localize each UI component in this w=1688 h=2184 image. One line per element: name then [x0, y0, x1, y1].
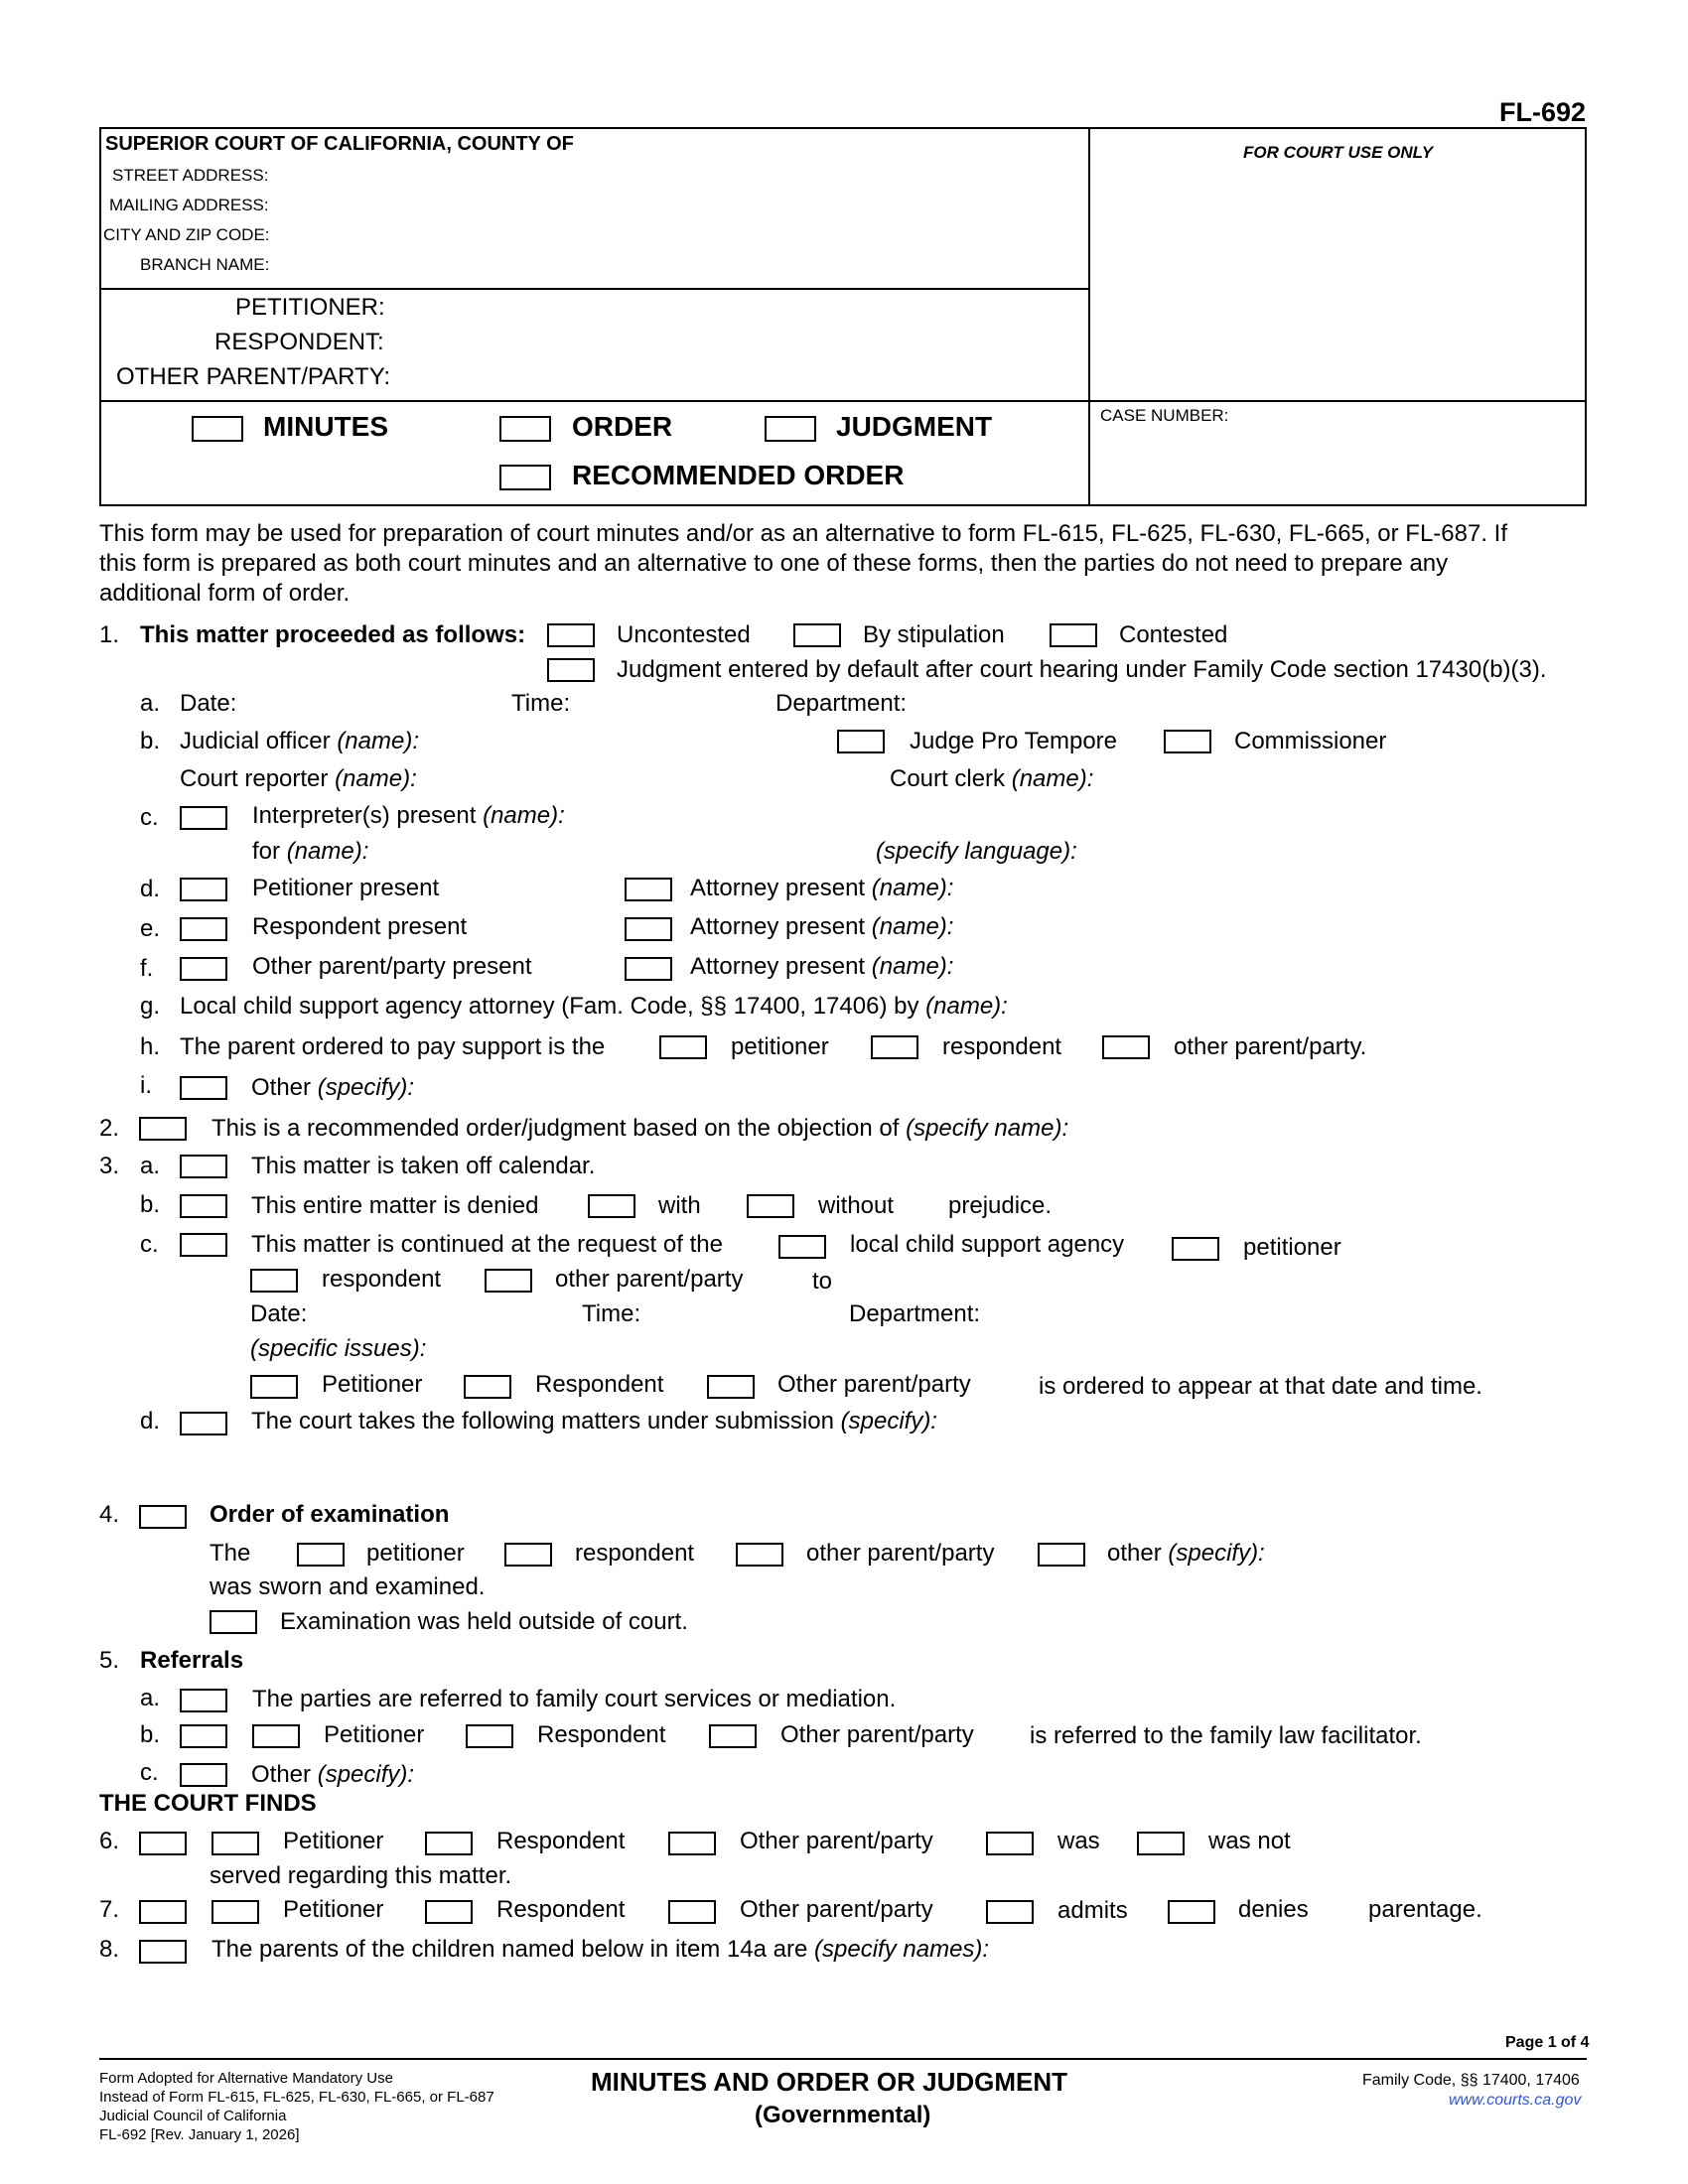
- lcsa-label: [180, 993, 1008, 1021]
- payor-respondent-checkbox[interactable]: [871, 1035, 918, 1059]
- name-hint: (name):: [286, 838, 369, 865]
- exam-other-checkbox[interactable]: [1038, 1543, 1085, 1567]
- interpreter-for-label: [252, 838, 368, 866]
- item5a-letter: a.: [140, 1685, 161, 1711]
- appear-respondent-checkbox[interactable]: [464, 1375, 511, 1399]
- denies-label: denies: [1238, 1896, 1309, 1923]
- case-number-label: CASE NUMBER:: [1100, 406, 1229, 425]
- item5-title: Referrals: [140, 1647, 244, 1674]
- recommended-order-label: RECOMMENDED ORDER: [572, 460, 905, 490]
- attorney-text: Attorney present: [690, 913, 866, 940]
- denies-checkbox[interactable]: [1168, 1900, 1215, 1924]
- name-hint: (name):: [483, 802, 565, 829]
- other-present-checkbox[interactable]: [180, 957, 227, 981]
- judgment-checkbox[interactable]: [765, 416, 816, 442]
- commissioner-checkbox[interactable]: [1164, 730, 1211, 753]
- name-hint: (name):: [1011, 765, 1094, 792]
- other-attorney-checkbox[interactable]: [625, 957, 672, 981]
- exam-petitioner-checkbox[interactable]: [297, 1543, 345, 1567]
- facilitator-respondent-label: Respondent: [537, 1721, 666, 1748]
- continued-checkbox[interactable]: [180, 1233, 227, 1257]
- for-text: for: [252, 838, 281, 865]
- appear-other-checkbox[interactable]: [707, 1375, 755, 1399]
- served-respondent-checkbox[interactable]: [425, 1832, 473, 1855]
- referral-other-checkbox[interactable]: [180, 1763, 227, 1787]
- court-finds-heading: THE COURT FINDS: [99, 1790, 317, 1817]
- referral-other-label: [251, 1761, 414, 1789]
- name-hint: (name):: [871, 953, 954, 980]
- default-judgment-checkbox[interactable]: [547, 658, 595, 682]
- item2-label: [211, 1115, 1068, 1143]
- was-served-checkbox[interactable]: [986, 1832, 1034, 1855]
- appear-respondent-label: Respondent: [535, 1371, 664, 1398]
- order-checkbox[interactable]: [499, 416, 551, 442]
- item1d-letter: d.: [140, 876, 161, 902]
- petitioner-present-label: Petitioner present: [252, 875, 440, 901]
- item1c-letter: c.: [140, 804, 159, 831]
- outside-court-label: Examination was held outside of court.: [280, 1608, 688, 1635]
- intro-line-3: additional form of order.: [99, 580, 351, 607]
- judgment-label: JUDGMENT: [836, 411, 993, 442]
- petitioner-label: PETITIONER:: [235, 294, 385, 321]
- specific-issues-label: (specific issues):: [250, 1335, 427, 1362]
- item1b-letter: b.: [140, 728, 161, 754]
- parentage-label: parentage.: [1368, 1896, 1482, 1923]
- submission-checkbox[interactable]: [180, 1412, 227, 1435]
- specify-hint: (specify):: [1168, 1540, 1265, 1567]
- petitioner-attorney-label: [690, 875, 953, 902]
- footer-council: Judicial Council of California: [99, 2108, 287, 2124]
- item4-checkbox[interactable]: [139, 1505, 187, 1529]
- page-number: Page 1 of 4: [1505, 2034, 1590, 2051]
- item1f-letter: f.: [140, 955, 154, 982]
- interpreter-text: Interpreter(s) present: [252, 802, 477, 829]
- name-hint: (name):: [335, 765, 417, 792]
- item1-other-checkbox[interactable]: [180, 1076, 227, 1100]
- served-petitioner-checkbox[interactable]: [211, 1832, 259, 1855]
- item8-label: [211, 1936, 989, 1964]
- was-not-served-checkbox[interactable]: [1137, 1832, 1185, 1855]
- respondent-attorney-checkbox[interactable]: [625, 917, 672, 941]
- continued-respondent-label: respondent: [322, 1266, 442, 1293]
- parentage-respondent-checkbox[interactable]: [425, 1900, 473, 1924]
- uncontested-checkbox[interactable]: [547, 623, 595, 647]
- respondent-label: RESPONDENT:: [214, 329, 384, 355]
- with-label: with: [658, 1192, 701, 1219]
- footer-rule: [99, 2058, 1587, 2060]
- default-judgment-label: Judgment entered by default after court hearing under Family Code section 17430(b)(3).: [617, 656, 1547, 683]
- footer-revision: FL-692 [Rev. January 1, 2026]: [99, 2126, 300, 2143]
- contested-checkbox[interactable]: [1050, 623, 1097, 647]
- date-label: Date:: [180, 690, 237, 717]
- stipulation-label: By stipulation: [863, 621, 1005, 648]
- item8-number: 8.: [99, 1936, 120, 1963]
- item3d-letter: d.: [140, 1408, 161, 1434]
- payor-respondent-label: respondent: [942, 1033, 1062, 1060]
- exam-other-party-label: other parent/party: [806, 1540, 995, 1567]
- court-clerk-text: Court clerk: [890, 765, 1006, 792]
- exam-respondent-label: respondent: [575, 1540, 695, 1567]
- continued-lcsa-checkbox[interactable]: [778, 1235, 826, 1259]
- sworn-label: was sworn and examined.: [210, 1573, 486, 1600]
- continued-label: This matter is continued at the request of the: [251, 1231, 723, 1258]
- other-attorney-label: [690, 953, 953, 981]
- item1-title: This matter proceeded as follows:: [140, 621, 526, 648]
- pro-tem-label: Judge Pro Tempore: [910, 728, 1118, 754]
- header-line-1: [99, 288, 1090, 290]
- other-present-label: Other parent/party present: [252, 953, 532, 980]
- item2-checkbox[interactable]: [139, 1117, 187, 1141]
- examination-the: The: [210, 1540, 251, 1567]
- payor-petitioner-checkbox[interactable]: [659, 1035, 707, 1059]
- item6-number: 6.: [99, 1828, 120, 1854]
- petitioner-attorney-checkbox[interactable]: [625, 878, 672, 901]
- header-divider: [1088, 127, 1090, 506]
- was-not-label: was not: [1208, 1828, 1291, 1854]
- parent-ordered-label: The parent ordered to pay support is the: [180, 1033, 606, 1060]
- specify-hint: (specify):: [840, 1408, 937, 1434]
- continued-date-label: Date:: [250, 1300, 308, 1327]
- respondent-attorney-label: [690, 913, 953, 941]
- off-calendar-label: This matter is taken off calendar.: [251, 1153, 596, 1179]
- street-address-label: STREET ADDRESS:: [112, 166, 269, 185]
- item5b-letter: b.: [140, 1721, 161, 1748]
- item1h-letter: h.: [140, 1033, 161, 1060]
- lcsa-text: Local child support agency attorney (Fam. Code, §§ 17400, 17406) by: [180, 993, 919, 1020]
- branch-name-label: BRANCH NAME:: [140, 255, 270, 274]
- minutes-label: MINUTES: [263, 411, 388, 442]
- served-respondent-label: Respondent: [496, 1828, 626, 1854]
- submission-label: [251, 1408, 937, 1435]
- payor-petitioner-label: petitioner: [731, 1033, 829, 1060]
- item2-number: 2.: [99, 1115, 120, 1142]
- continued-petitioner-checkbox[interactable]: [1172, 1237, 1219, 1261]
- parentage-other-label: Other parent/party: [740, 1896, 933, 1923]
- admits-label: admits: [1057, 1897, 1128, 1924]
- court-clerk-label: [890, 765, 1093, 793]
- served-other-label: Other parent/party: [740, 1828, 933, 1854]
- appear-petitioner-label: Petitioner: [322, 1371, 423, 1398]
- continued-respondent-checkbox[interactable]: [250, 1269, 298, 1293]
- intro-line-1: This form may be used for preparation of court minutes and/or as an alternative to form FL-615, FL-625, FL-630, FL-665, or FL-687. If: [99, 520, 1508, 547]
- parentage-respondent-label: Respondent: [496, 1896, 626, 1923]
- exam-petitioner-label: petitioner: [366, 1540, 465, 1567]
- respondent-present-checkbox[interactable]: [180, 917, 227, 941]
- item5-number: 5.: [99, 1647, 120, 1674]
- appear-text: is ordered to appear at that date and time.: [1039, 1373, 1482, 1400]
- other-text: other: [1107, 1540, 1162, 1567]
- item1-number: 1.: [99, 621, 120, 648]
- with-prejudice-checkbox[interactable]: [588, 1194, 635, 1218]
- outside-court-checkbox[interactable]: [210, 1610, 257, 1634]
- continued-petitioner-label: petitioner: [1243, 1234, 1341, 1261]
- pro-tem-checkbox[interactable]: [837, 730, 885, 753]
- stipulation-checkbox[interactable]: [793, 623, 841, 647]
- name-hint: (name):: [871, 875, 954, 901]
- item8-checkbox[interactable]: [139, 1940, 187, 1964]
- mediation-label: The parties are referred to family court services or mediation.: [252, 1686, 897, 1712]
- interpreter-label: [252, 802, 565, 830]
- denied-checkbox[interactable]: [180, 1194, 227, 1218]
- respondent-present-label: Respondent present: [252, 913, 468, 940]
- order-label: ORDER: [572, 411, 673, 442]
- item1g-letter: g.: [140, 993, 161, 1020]
- served-text: served regarding this matter.: [210, 1862, 512, 1889]
- interpreter-checkbox[interactable]: [180, 806, 227, 830]
- parentage-petitioner-checkbox[interactable]: [211, 1900, 259, 1924]
- item1e-letter: e.: [140, 915, 161, 942]
- appear-petitioner-checkbox[interactable]: [250, 1375, 298, 1399]
- specify-hint: (specify):: [317, 1761, 415, 1788]
- denied-label: This entire matter is denied: [251, 1192, 539, 1219]
- continued-department-label: Department:: [849, 1300, 981, 1327]
- item3c-letter: c.: [140, 1231, 159, 1258]
- continued-lcsa-label: local child support agency: [850, 1231, 1125, 1258]
- was-label: was: [1057, 1828, 1100, 1854]
- item2-text: This is a recommended order/judgment based on the objection of: [211, 1115, 900, 1142]
- intro-line-2: this form is prepared as both court minutes and an alternative to one of these forms, then the parties do not need to prepare any: [99, 550, 1449, 577]
- city-zip-label: CITY AND ZIP CODE:: [103, 225, 270, 244]
- facilitator-other-checkbox[interactable]: [709, 1724, 757, 1748]
- parentage-other-checkbox[interactable]: [668, 1900, 716, 1924]
- footer-code: Family Code, §§ 17400, 17406: [1362, 2072, 1580, 2089]
- to-label: to: [812, 1268, 833, 1295]
- facilitator-respondent-checkbox[interactable]: [466, 1724, 513, 1748]
- continued-time-label: Time:: [582, 1300, 641, 1327]
- item1a-letter: a.: [140, 690, 161, 717]
- commissioner-label: Commissioner: [1234, 728, 1387, 754]
- continued-other-label: other parent/party: [555, 1266, 744, 1293]
- court-website-link[interactable]: www.courts.ca.gov: [1449, 2092, 1582, 2109]
- item7-checkbox[interactable]: [139, 1900, 187, 1924]
- minutes-checkbox[interactable]: [192, 416, 243, 442]
- appear-other-label: Other parent/party: [777, 1371, 971, 1398]
- item3b-letter: b.: [140, 1191, 161, 1218]
- item6-checkbox[interactable]: [139, 1832, 187, 1855]
- court-reporter-text: Court reporter: [180, 765, 329, 792]
- time-label: Time:: [511, 690, 571, 717]
- item8-text: The parents of the children named below in item 14a are: [211, 1936, 808, 1963]
- petitioner-present-checkbox[interactable]: [180, 878, 227, 901]
- header-line-2: [99, 400, 1587, 402]
- other-text: Other: [251, 1761, 312, 1788]
- without-prejudice-checkbox[interactable]: [747, 1194, 794, 1218]
- other-text: Other: [251, 1074, 312, 1101]
- facilitator-checkbox[interactable]: [180, 1724, 227, 1748]
- facilitator-other-label: Other parent/party: [780, 1721, 974, 1748]
- facilitator-text: is referred to the family law facilitator.: [1030, 1722, 1422, 1749]
- department-label: Department:: [775, 690, 908, 717]
- off-calendar-checkbox[interactable]: [180, 1155, 227, 1178]
- exam-other-party-checkbox[interactable]: [736, 1543, 783, 1567]
- name-hint: (name):: [337, 728, 419, 754]
- language-label: (specify language):: [876, 838, 1077, 865]
- without-label: without: [818, 1192, 895, 1219]
- judicial-officer-text: Judicial officer: [180, 728, 331, 754]
- judicial-officer-label: [180, 728, 419, 755]
- exam-other-label: [1107, 1540, 1265, 1568]
- parentage-petitioner-label: Petitioner: [283, 1896, 384, 1923]
- specify-hint: (specify):: [317, 1074, 415, 1101]
- prejudice-label: prejudice.: [948, 1192, 1053, 1219]
- continued-other-checkbox[interactable]: [485, 1269, 532, 1293]
- exam-respondent-checkbox[interactable]: [504, 1543, 552, 1567]
- uncontested-label: Uncontested: [617, 621, 751, 648]
- attorney-text: Attorney present: [690, 953, 866, 980]
- item7-number: 7.: [99, 1896, 120, 1923]
- court-name: SUPERIOR COURT OF CALIFORNIA, COUNTY OF: [105, 133, 574, 155]
- payor-other-label: other parent/party.: [1174, 1033, 1367, 1060]
- footer-subtitle: (Governmental): [755, 2102, 931, 2128]
- payor-other-checkbox[interactable]: [1102, 1035, 1150, 1059]
- item5c-letter: c.: [140, 1759, 159, 1786]
- admits-checkbox[interactable]: [986, 1900, 1034, 1924]
- item4-number: 4.: [99, 1501, 120, 1528]
- specify-names-hint: (specify names):: [814, 1936, 990, 1963]
- served-other-checkbox[interactable]: [668, 1832, 716, 1855]
- submission-text: The court takes the following matters under submission: [251, 1408, 834, 1434]
- form-number: FL-692: [1499, 97, 1587, 127]
- served-petitioner-label: Petitioner: [283, 1828, 384, 1854]
- court-reporter-label: [180, 765, 417, 793]
- footer-title: MINUTES AND ORDER OR JUDGMENT: [591, 2067, 1068, 2097]
- specify-name-hint: (specify name):: [906, 1115, 1069, 1142]
- attorney-text: Attorney present: [690, 875, 866, 901]
- name-hint: (name):: [925, 993, 1008, 1020]
- item3-number: 3.: [99, 1153, 120, 1179]
- mailing-address-label: MAILING ADDRESS:: [109, 196, 269, 214]
- court-use-label: FOR COURT USE ONLY: [1243, 143, 1434, 162]
- item3a-letter: a.: [140, 1153, 161, 1179]
- recommended-order-checkbox[interactable]: [499, 465, 551, 490]
- mediation-checkbox[interactable]: [180, 1689, 227, 1712]
- item4-title: Order of examination: [210, 1501, 450, 1528]
- footer-instead: Instead of Form FL-615, FL-625, FL-630, FL-665, or FL-687: [99, 2089, 494, 2106]
- facilitator-petitioner-checkbox[interactable]: [252, 1724, 300, 1748]
- contested-label: Contested: [1119, 621, 1228, 648]
- facilitator-petitioner-label: Petitioner: [324, 1721, 425, 1748]
- other-parent-label: OTHER PARENT/PARTY:: [116, 363, 391, 390]
- footer-adopted: Form Adopted for Alternative Mandatory Use: [99, 2070, 393, 2087]
- item1-other-label: [251, 1074, 414, 1102]
- item1i-letter: i.: [140, 1072, 152, 1099]
- name-hint: (name):: [871, 913, 954, 940]
